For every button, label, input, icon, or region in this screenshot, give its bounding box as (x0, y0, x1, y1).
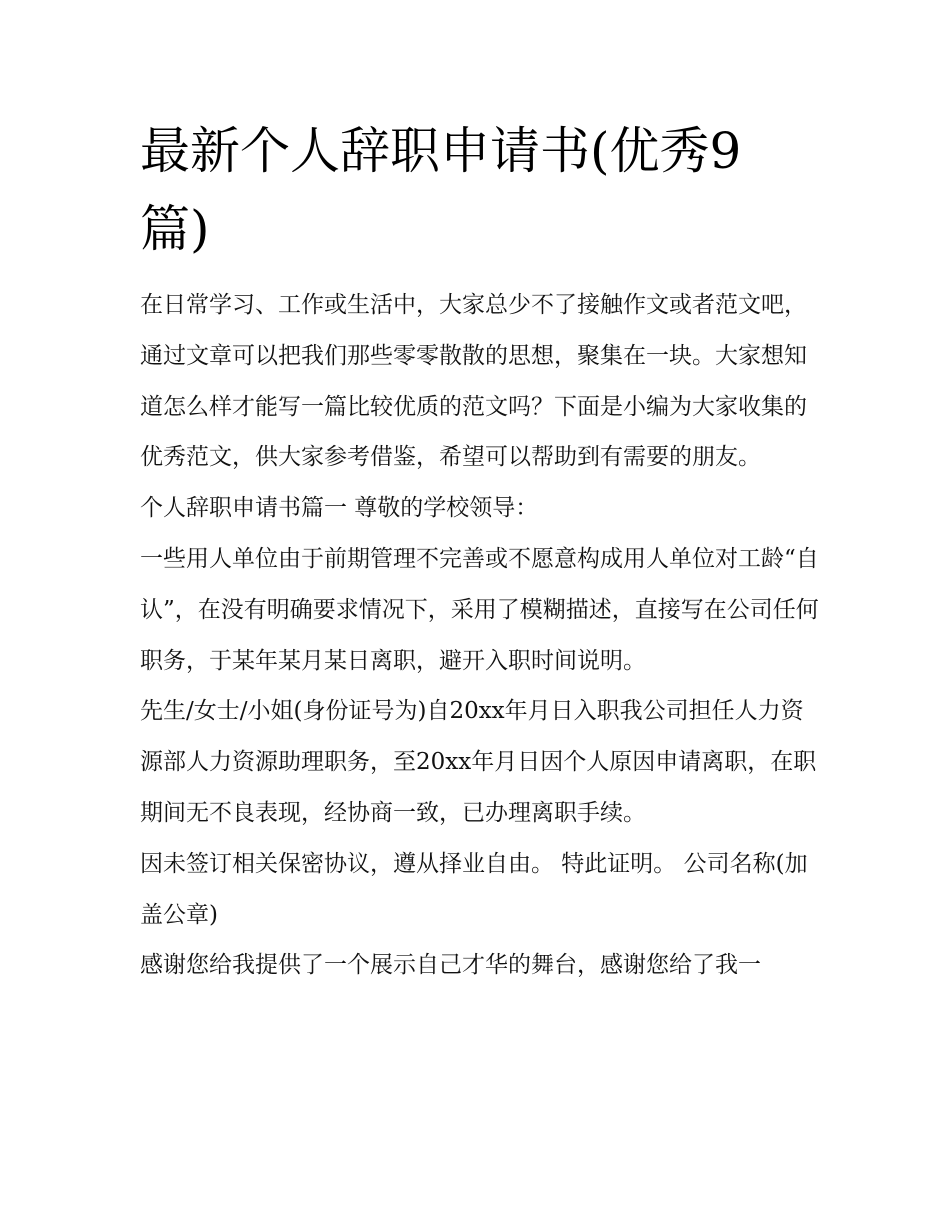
body-paragraph: 先生/女士/小姐(身份证号为)自20xx年月日入职我公司担任人力资源部人力资源助理职务，至20xx年月日因个人原因申请离职，在职期间无不良表现，经协商一致，已办理离职手续。 (140, 698, 817, 826)
section-heading: 个人辞职申请书篇一 尊敬的学校领导： (140, 495, 539, 522)
body-paragraph: 因未签订相关保密协议，遵从择业自由。 特此证明。 公司名称(加盖公章) (140, 850, 808, 928)
body-paragraph: 一些用人单位由于前期管理不完善或不愿意构成用人单位对工龄“自认”，在没有明确要求情况下，采用了模糊描述，直接写在公司任何职务，于某年某月某日离职，避开入职时间说明。 (140, 545, 819, 674)
body-paragraph: 感谢您给我提供了一个展示自己才华的舞台，感谢您给了我一 (140, 952, 761, 979)
intro-paragraph: 在日常学习、工作或生活中，大家总少不了接触作文或者范文吧，通过文章可以把我们那些零零散散的思想，聚集在一块。大家想知道怎么样才能写一篇比较优质的范文吗？下面是小编为大家收集的优秀范文，供大家参考借鉴，希望可以帮助到有需要的朋友。 (140, 292, 807, 471)
document-title: 最新个人辞职申请书(优秀9篇) (140, 122, 742, 258)
document-body (140, 280, 820, 991)
